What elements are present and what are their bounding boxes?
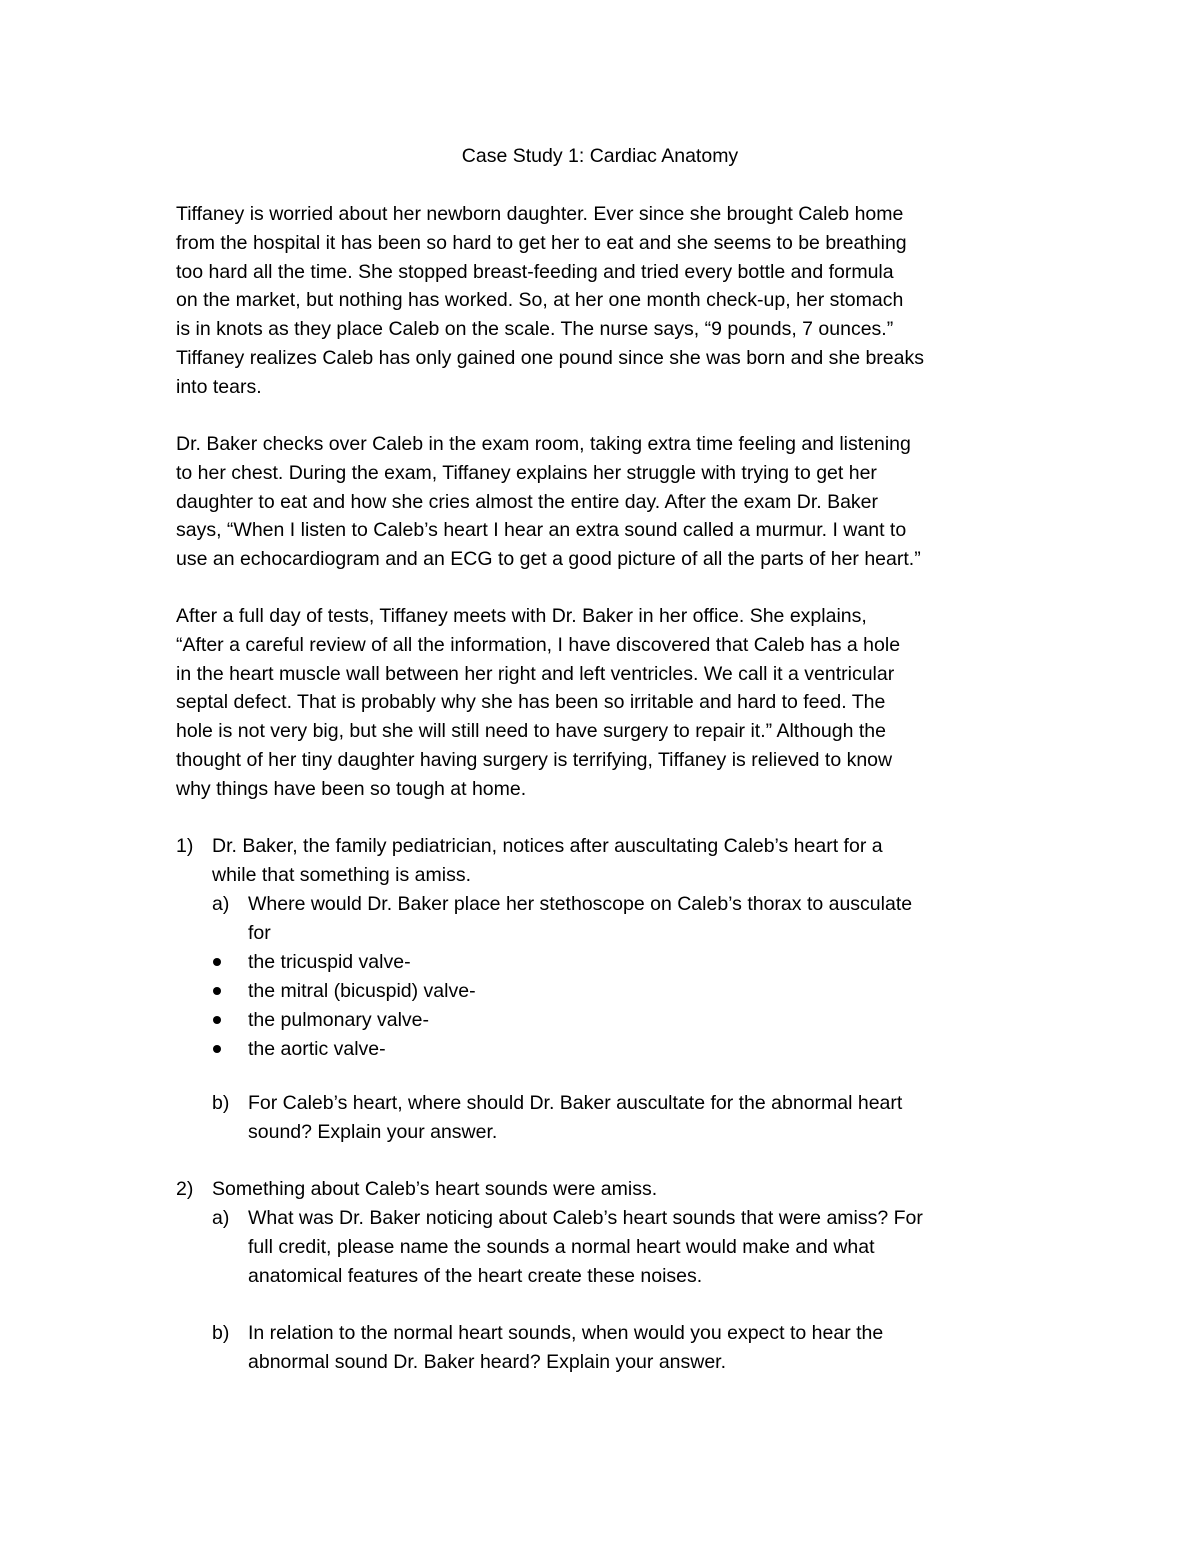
bullet-icon <box>213 1045 221 1053</box>
question-number: 1) <box>176 835 194 857</box>
subquestion-line: Where would Dr. Baker place her stethoscope on Caleb’s thorax to ausculate <box>248 893 913 915</box>
paragraph-line: use an echocardiogram and an ECG to get a good picture of all the parts of her heart.” <box>176 548 921 571</box>
paragraph-line: hole is not very big, but she will still need to have surgery to repair it.” Although the <box>176 720 886 743</box>
paragraph-line: “After a careful review of all the information, I have discovered that Caleb has a hole <box>176 633 901 656</box>
paragraph-line: septal defect. That is probably why she has been so irritable and hard to feed. The <box>176 691 886 714</box>
question-2 <box>176 1175 1016 1385</box>
bullet-item: the pulmonary valve- <box>248 1009 430 1031</box>
paragraph-3 <box>176 602 1016 804</box>
paragraph-line: into tears. <box>176 375 262 398</box>
bullet-icon <box>213 1016 221 1024</box>
paragraph-line: in the heart muscle wall between her right and left ventricles. We call it a ventricular <box>176 662 895 685</box>
paragraph-2 <box>176 430 1016 574</box>
paragraph-line: on the market, but nothing has worked. So, at her one month check-up, her stomach <box>176 289 904 312</box>
bullet-icon <box>213 958 221 966</box>
paragraph-line: is in knots as they place Caleb on the scale. The nurse says, “9 pounds, 7 ounces.” <box>176 318 894 341</box>
paragraph-line: why things have been so tough at home. <box>176 777 527 800</box>
paragraph-line: too hard all the time. She stopped breast-feeding and tried every bottle and formula <box>176 260 894 283</box>
paragraph-line: After a full day of tests, Tiffaney meets with Dr. Baker in her office. She explains, <box>176 605 867 627</box>
bullet-item: the tricuspid valve- <box>248 951 411 973</box>
subquestion-line: sound? Explain your answer. <box>248 1121 498 1143</box>
question-line: Dr. Baker, the family pediatrician, notices after auscultating Caleb’s heart for a <box>212 835 883 857</box>
subquestion-line: for <box>248 922 271 944</box>
question-line: Something about Caleb’s heart sounds were amiss. <box>212 1178 658 1200</box>
bullet-item: the aortic valve- <box>248 1038 386 1060</box>
paragraph-line: from the hospital it has been so hard to get her to eat and she seems to be breathing <box>176 231 907 254</box>
subquestion-line: What was Dr. Baker noticing about Caleb’s heart sounds that were amiss? For <box>248 1207 923 1229</box>
paragraph-line: daughter to eat and how she cries almost the entire day. After the exam Dr. Baker <box>176 490 879 513</box>
paragraph-line: says, “When I listen to Caleb’s heart I hear an extra sound called a murmur. I want to <box>176 519 907 542</box>
page-title: Case Study 1: Cardiac Anatomy <box>461 145 739 167</box>
subquestion-line: For Caleb’s heart, where should Dr. Baker auscultate for the abnormal heart <box>248 1092 903 1114</box>
question-number: 2) <box>176 1178 194 1200</box>
subquestion-letter: a) <box>212 893 230 915</box>
subquestion-line: abnormal sound Dr. Baker heard? Explain your answer. <box>248 1351 727 1373</box>
subquestion-letter: b) <box>212 1092 230 1114</box>
bullet-item: the mitral (bicuspid) valve- <box>248 980 476 1002</box>
subquestion-line: In relation to the normal heart sounds, when would you expect to hear the <box>248 1322 884 1344</box>
subquestion-letter: a) <box>212 1207 230 1229</box>
subquestion-line: full credit, please name the sounds a normal heart would make and what <box>248 1236 875 1258</box>
paragraph-line: to her chest. During the exam, Tiffaney explains her struggle with trying to get her <box>176 461 877 484</box>
subquestion-line: anatomical features of the heart create these noises. <box>248 1265 703 1287</box>
question-1 <box>176 832 1016 1142</box>
paragraph-line: Tiffaney realizes Caleb has only gained one pound since she was born and she breaks <box>176 346 924 369</box>
subquestion-letter: b) <box>212 1322 230 1344</box>
paragraph-1 <box>176 200 1016 402</box>
paragraph-line: Tiffaney is worried about her newborn daughter. Ever since she brought Caleb home <box>176 203 904 225</box>
paragraph-line: Dr. Baker checks over Caleb in the exam room, taking extra time feeling and listening <box>176 433 911 455</box>
question-line: while that something is amiss. <box>212 864 472 886</box>
bullet-icon <box>213 987 221 995</box>
paragraph-line: thought of her tiny daughter having surgery is terrifying, Tiffaney is relieved to know <box>176 748 893 771</box>
